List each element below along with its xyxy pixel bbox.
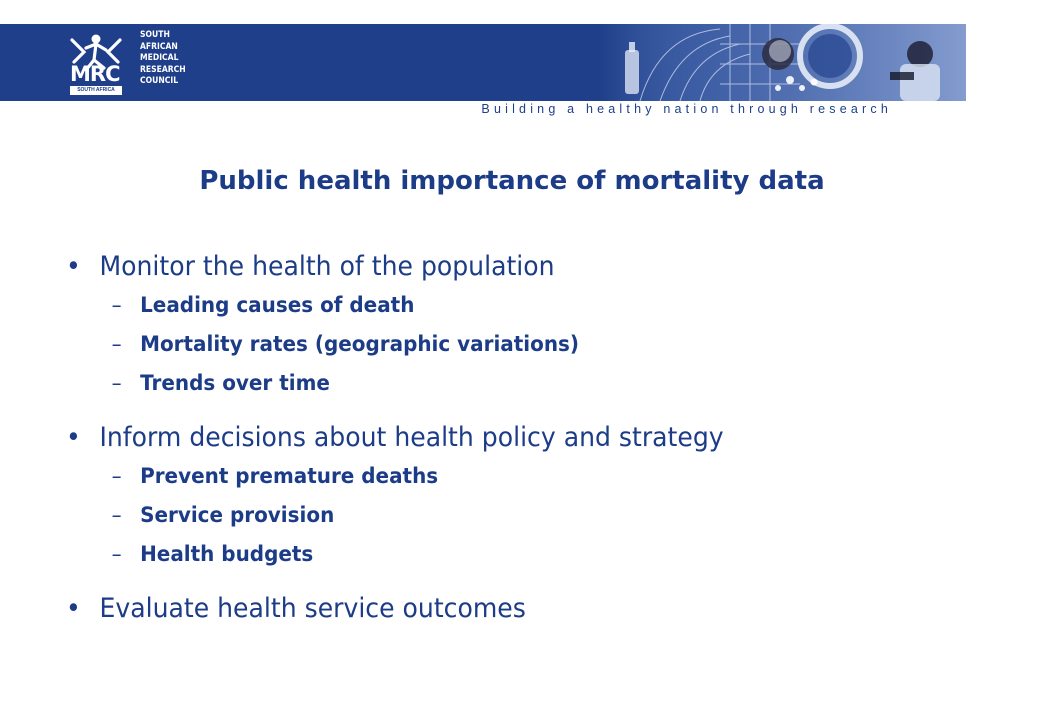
bullet-item bbox=[66, 419, 940, 457]
dash-icon: – bbox=[111, 542, 122, 566]
sub-item-text: Leading causes of death bbox=[140, 293, 415, 317]
sub-item-text: Service provision bbox=[140, 503, 335, 527]
org-name-line: RESEARCH bbox=[140, 64, 186, 75]
sub-item bbox=[66, 535, 959, 574]
org-name-line: COUNCIL bbox=[140, 76, 179, 86]
dash-icon: – bbox=[111, 503, 122, 527]
organization-name bbox=[140, 30, 186, 88]
research-photo-collage bbox=[600, 24, 1040, 101]
sub-item-text: Health budgets bbox=[140, 542, 314, 566]
logo-badge: SOUTH AFRICA bbox=[70, 86, 122, 95]
bullet-dot-icon: • bbox=[66, 422, 81, 453]
dash-icon: – bbox=[111, 332, 122, 356]
dash-icon: – bbox=[111, 371, 122, 395]
bullet-dot-icon: • bbox=[66, 593, 81, 624]
sub-item-text: Mortality rates (geographic variations) bbox=[140, 332, 580, 356]
bullet-dot-icon: • bbox=[66, 251, 81, 282]
sub-item bbox=[66, 286, 959, 325]
bullet-text: Evaluate health service outcomes bbox=[99, 593, 526, 624]
bullet-text: Inform decisions about health policy and strategy bbox=[99, 422, 724, 453]
sub-item bbox=[66, 325, 959, 364]
logo-text: MRC bbox=[70, 62, 120, 86]
sub-item-text: Trends over time bbox=[140, 371, 330, 395]
dash-icon: – bbox=[111, 464, 122, 488]
org-name-line: MEDICAL bbox=[140, 53, 179, 63]
sub-item bbox=[66, 496, 959, 535]
org-name-line: SOUTH bbox=[140, 30, 170, 40]
bullet-text: Monitor the health of the population bbox=[99, 251, 555, 282]
dash-icon: – bbox=[111, 293, 122, 317]
bullet-item bbox=[66, 248, 940, 286]
slide-title: Public health importance of mortality data bbox=[199, 166, 825, 196]
sub-list bbox=[66, 457, 1006, 574]
sub-item bbox=[66, 364, 959, 403]
tagline: Building a healthy nation through research bbox=[481, 102, 892, 116]
slide-content bbox=[66, 248, 1006, 628]
header-banner bbox=[0, 24, 1040, 101]
bullet-item bbox=[66, 590, 940, 628]
sub-item bbox=[66, 457, 959, 496]
org-name-line: AFRICAN bbox=[140, 41, 178, 52]
sub-list bbox=[66, 286, 1006, 403]
sub-item-text: Prevent premature deaths bbox=[140, 464, 439, 488]
